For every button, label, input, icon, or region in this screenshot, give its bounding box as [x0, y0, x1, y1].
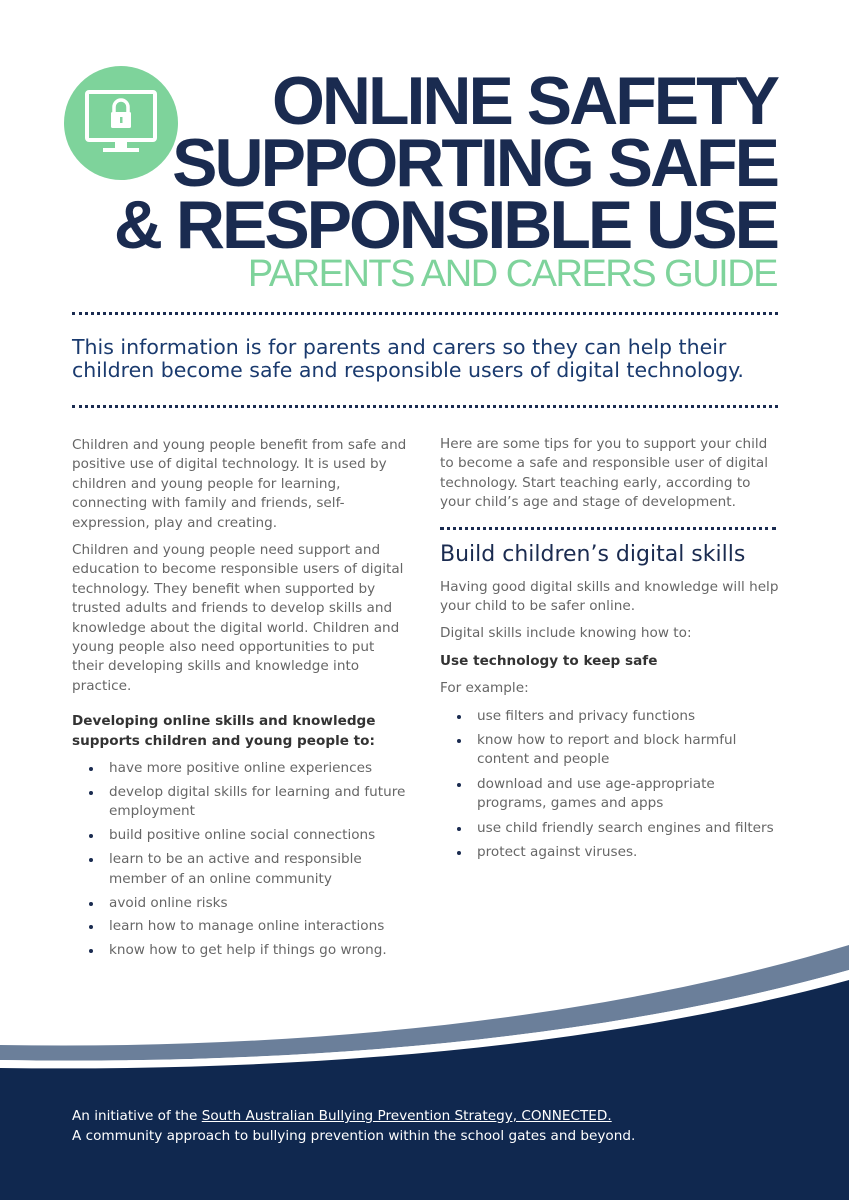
list-item: learn to be an active and responsible member of an online community — [109, 850, 407, 889]
list-item: use filters and privacy functions — [477, 707, 780, 726]
footer-line-2: A community approach to bullying prevention within the school gates and beyond. — [72, 1128, 636, 1144]
list-item: know how to report and block harmful content and people — [477, 731, 780, 770]
list-item: protect against viruses. — [477, 843, 780, 862]
divider-top — [72, 312, 778, 315]
right-column — [440, 435, 780, 868]
left-column — [72, 436, 407, 965]
list-item: develop digital skills for learning and future employment — [109, 783, 407, 822]
list-item: know how to get help if things go wrong. — [109, 941, 407, 960]
right-subheading: Use technology to keep safe — [440, 652, 658, 669]
page-subtitle: PARENTS AND CARERS GUIDE — [247, 253, 777, 295]
left-list-heading: Developing online skills and knowledge supports children and young people to: — [72, 713, 376, 749]
right-bullet-list — [440, 707, 780, 863]
left-paragraph-1: Children and young people benefit from safe and positive use of digital technology. It is used by children and young people for learning, connecting with family and friends, self-expression, play and creating. — [72, 437, 407, 531]
footer-prefix: An initiative of the — [72, 1108, 202, 1124]
divider-intro — [72, 405, 778, 408]
section-heading: Build children’s digital skills — [440, 541, 746, 567]
title-line-2: SUPPORTING SAFE — [172, 125, 777, 201]
left-bullet-list — [72, 759, 407, 961]
title-line-1: ONLINE SAFETY — [271, 63, 777, 139]
footer-text — [72, 1106, 792, 1146]
divider-right — [440, 527, 776, 530]
list-item: avoid online risks — [109, 894, 407, 913]
strategy-link[interactable]: South Australian Bullying Prevention Strategy, CONNECTED. — [201, 1108, 612, 1124]
footer-line-1 — [72, 1106, 792, 1126]
page-title — [113, 63, 777, 263]
left-paragraph-2: Children and young people need support and education to become responsible users of digital technology. They benefit when supported by trusted adults and friends to develop skills and knowledge about the digital world. Children and young people also need opportunities to put their developing skills and knowledge into practice. — [72, 542, 404, 694]
list-item: learn how to manage online interactions — [109, 917, 407, 936]
list-item: have more positive online experiences — [109, 759, 407, 778]
example-label: For example: — [440, 680, 529, 697]
intro-text: This information is for parents and carers so they can help their children become safe and responsible users of digital technology. — [72, 335, 744, 382]
list-item: use child friendly search engines and filters — [477, 819, 780, 838]
title-line-3: & RESPONSIBLE USE — [113, 187, 777, 263]
list-item: build positive online social connections — [109, 826, 407, 845]
footer-wave — [0, 940, 849, 1200]
right-paragraph-2: Digital skills include knowing how to: — [440, 625, 692, 642]
right-paragraph-1: Having good digital skills and knowledge will help your child to be safer online. — [440, 578, 779, 615]
tips-intro: Here are some tips for you to support your child to become a safe and responsible user of digital technology. Start teaching early, according to your child’s age and stage of development. — [440, 436, 768, 511]
list-item: download and use age-appropriate programs, games and apps — [477, 775, 780, 814]
